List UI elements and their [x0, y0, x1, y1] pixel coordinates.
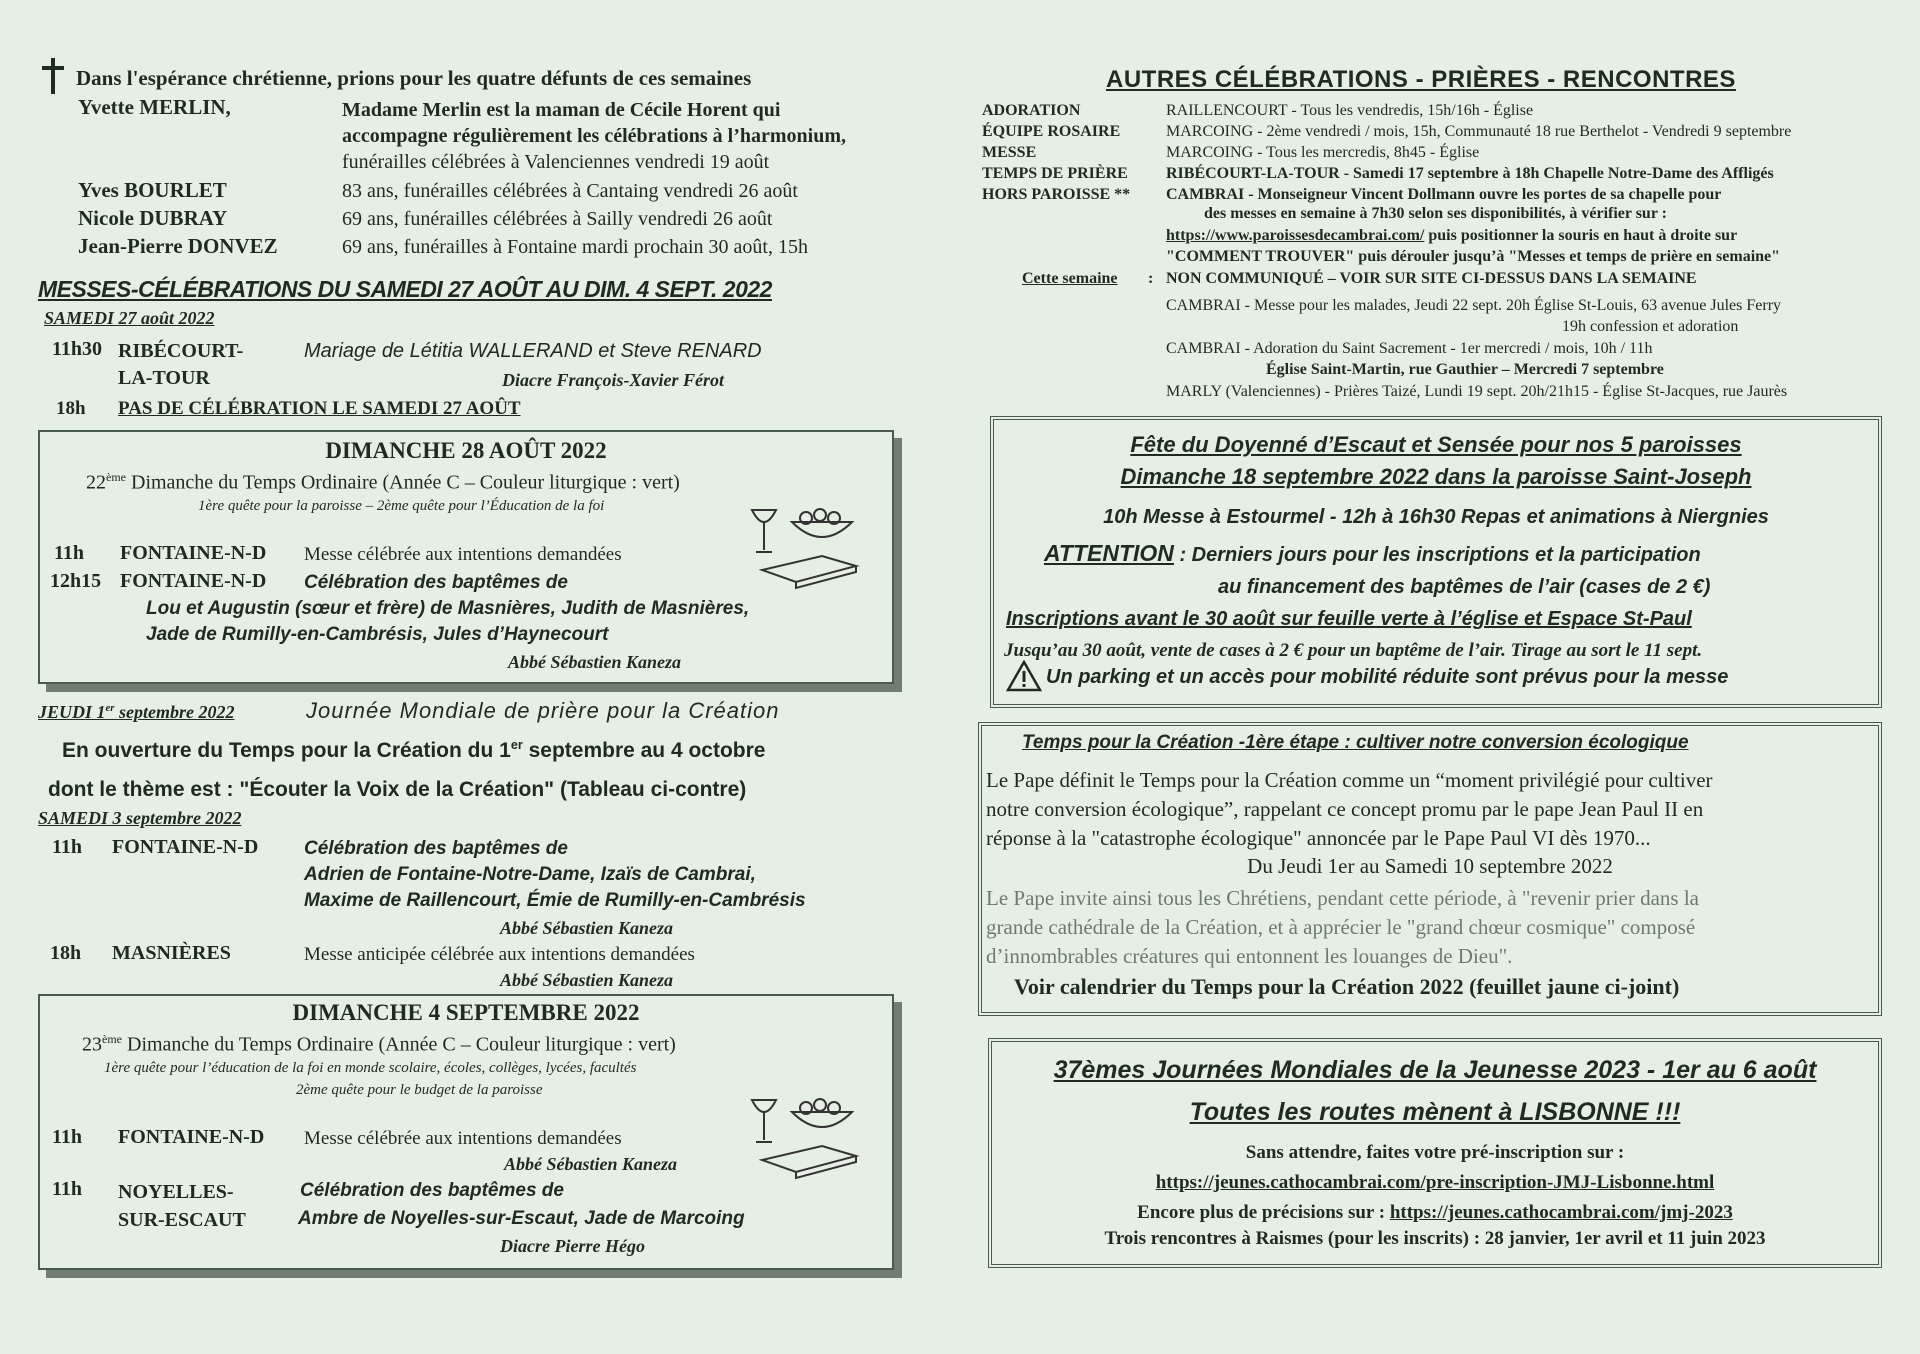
deceased-name: Nicole DUBRAY: [78, 206, 228, 230]
creation-para: [986, 766, 1713, 853]
deceased-details: 83 ans, funérailles célébrées à Cantaing vendredi 26 août: [342, 180, 798, 202]
week-event: CAMBRAI - Messe pour les malades, Jeudi 22 sept. 20h Église St-Louis, 63 avenue Jules Ferry: [1166, 297, 1782, 314]
category-text: MARCOING - 2ème vendredi / mois, 15h, Communauté 18 rue Berthelot - Vendredi 9 septembre: [1166, 123, 1792, 140]
category-label: TEMPS DE PRIÈRE: [982, 165, 1128, 182]
category-label: ÉQUIPE ROSAIRE: [982, 123, 1121, 140]
quete-line: 2ème quête pour le budget de la paroisse: [296, 1082, 543, 1098]
opening-text: septembre au 4 octobre: [522, 739, 766, 762]
deceased-name: Yves BOURLET: [78, 178, 227, 202]
event: Messe anticipée célébrée aux intentions demandées: [304, 944, 695, 965]
time: 11h30: [52, 338, 103, 360]
event: Messe célébrée aux intentions demandées: [304, 1128, 622, 1149]
event: Messe célébrée aux intentions demandées: [304, 544, 622, 565]
creation-calendar: Voir calendrier du Temps pour la Création 2022 (feuillet jaune ci-joint): [1014, 974, 1680, 999]
week-event-line: Église Saint-Martin, rue Gauthier – Mercredi 7 septembre: [1266, 361, 1664, 378]
sub-sup: ème: [102, 1032, 122, 1046]
event: Célébration des baptêmes de: [300, 1180, 564, 1201]
fete-program: 10h Messe à Estourmel - 12h à 16h30 Repas et animations à Niergnies: [1103, 506, 1769, 528]
creation-line: Le Pape définit le Temps pour la Création comme un “moment privilégié pour cultiver: [986, 768, 1713, 792]
category-label: MESSE: [982, 144, 1037, 161]
jmj-subtitle: Toutes les routes mènent à LISBONNE !!!: [1189, 1098, 1681, 1126]
sub-text: Dimanche du Temps Ordinaire (Année C – Couleur liturgique : vert): [126, 471, 680, 494]
deceased-header: Dans l'espérance chrétienne, prions pour les quatre défunts de ces semaines: [76, 66, 752, 90]
cross-icon: [40, 56, 66, 96]
place-line: SUR-ESCAUT: [118, 1209, 246, 1231]
fete-line: Un parking et un accès pour mobilité réduite sont prévus pour la messe: [1046, 666, 1729, 688]
week-event: MARLY (Valenciennes) - Prières Taizé, Lundi 19 sept. 20h/21h15 - Église St-Jacques, rue Jaurès: [1166, 383, 1788, 400]
place: FONTAINE-N-D: [112, 836, 259, 858]
category-labels: [982, 100, 1130, 205]
jmj-2023-link[interactable]: https://jeunes.cathocambrai.com/jmj-2023: [1389, 1202, 1733, 1223]
event: Mariage de Létitia WALLERAND et Steve RENARD: [304, 340, 762, 362]
date-heading: SAMEDI 3 septembre 2022: [38, 808, 242, 828]
time: 12h15: [50, 570, 102, 592]
creation-line: réponse à la "catastrophe écologique" annoncée par le Pape Paul VI dès 1970...: [986, 826, 1651, 850]
event: PAS DE CÉLÉBRATION LE SAMEDI 27 AOÛT: [118, 398, 521, 419]
creation-theme: dont le thème est : "Écouter la Voix de la Création" (Tableau ci-contre): [48, 778, 747, 801]
box-title: DIMANCHE 4 SEPTEMBRE 2022: [292, 1000, 640, 1025]
warning-icon: [1006, 660, 1042, 692]
time: 11h: [52, 1178, 83, 1200]
creation-line: d’innombrables créatures qui entonnent les louanges de Dieu".: [986, 944, 1513, 968]
officiant: Abbé Sébastien Kaneza: [500, 918, 674, 938]
hors-paroisse-line: [1166, 227, 1737, 245]
sub-text: Dimanche du Temps Ordinaire (Année C – Couleur liturgique : vert): [122, 1033, 676, 1056]
fete-inscriptions: Inscriptions avant le 30 août sur feuille verte à l’église et Espace St-Paul: [1006, 608, 1692, 630]
date-sup: er: [105, 702, 115, 714]
officiant: Abbé Sébastien Kaneza: [508, 652, 682, 672]
deceased-line: funérailles célébrées à Valenciennes vendredi 19 août: [342, 151, 770, 173]
event-line: Lou et Augustin (sœur et frère) de Masnières, Judith de Masnières,: [146, 598, 750, 619]
place-line: LA-TOUR: [118, 367, 210, 389]
attention-line: [1044, 540, 1701, 567]
attention-text: : Derniers jours pour les inscriptions et la participation: [1173, 544, 1701, 566]
time: 18h: [56, 398, 86, 419]
creation-title: Temps pour la Création -1ère étape : cultiver notre conversion écologique: [1022, 732, 1689, 753]
event-line: Maxime de Raillencourt, Émie de Rumilly-en-Cambrésis: [304, 890, 806, 911]
officiant: Diacre Pierre Hégo: [500, 1236, 645, 1256]
place: FONTAINE-N-D: [120, 570, 267, 592]
place: FONTAINE-N-D: [120, 542, 267, 564]
event: Célébration des baptêmes de: [304, 838, 568, 859]
category-text: MARCOING - Tous les mercredis, 8h45 - Église: [1166, 144, 1480, 161]
officiant: Abbé Sébastien Kaneza: [500, 970, 674, 990]
jmj-text: Encore plus de précisions sur :: [1137, 1202, 1390, 1223]
officiant: Abbé Sébastien Kaneza: [504, 1154, 678, 1174]
hp-text: puis positionner la souris en haut à droite sur: [1424, 227, 1738, 244]
date-text: septembre 2022: [114, 702, 235, 722]
hors-paroisse-line: des messes en semaine à 7h30 selon ses disponibilités, à vérifier sur :: [1204, 205, 1667, 222]
deceased-name: Jean-Pierre DONVEZ: [78, 234, 278, 258]
category-text: RAILLENCOURT - Tous les vendredis, 15h/16h - Église: [1166, 102, 1534, 119]
time: 11h: [52, 1126, 83, 1148]
chalice-bread-icon: [748, 500, 868, 590]
event: Célébration des baptêmes de: [304, 572, 568, 593]
place: [118, 338, 243, 392]
jmj-meetings: Trois rencontres à Raismes (pour les inscrits) : 28 janvier, 1er avril et 11 juin 2023: [1104, 1228, 1766, 1249]
creation-date: Du Jeudi 1er au Samedi 10 septembre 2022: [1247, 854, 1613, 878]
date-heading: SAMEDI 27 août 2022: [44, 308, 215, 328]
officiant: Diacre François-Xavier Férot: [502, 370, 724, 390]
deceased-details: 69 ans, funérailles à Fontaine mardi prochain 30 août, 15h: [342, 236, 808, 258]
time: 11h: [52, 836, 83, 858]
opening-sup: er: [510, 738, 523, 752]
creation-line: notre conversion écologique”, rappelant ce concept promu par le pape Jean Paul II en: [986, 797, 1704, 821]
creation-para: [986, 884, 1699, 971]
creation-opening: [62, 738, 766, 763]
jmj-preinscription-link[interactable]: https://jeunes.cathocambrai.com/pre-inscription-JMJ-Lisbonne.html: [1155, 1172, 1715, 1193]
sub-number: 23: [82, 1033, 102, 1056]
place-line: NOYELLES-: [118, 1181, 234, 1203]
attention-label: ATTENTION: [1044, 540, 1174, 566]
fete-title: Fête du Doyenné d’Escaut et Sensée pour nos 5 paroisses: [1130, 432, 1742, 457]
event-line: Adrien de Fontaine-Notre-Dame, Izaïs de Cambrai,: [304, 864, 756, 885]
category-text: RIBÉCOURT-LA-TOUR - Samedi 17 septembre à 18h Chapelle Notre-Dame des Affligés: [1166, 165, 1774, 182]
place: MASNIÈRES: [112, 942, 231, 964]
category-texts: [1166, 100, 1791, 205]
masses-title: MESSES-CÉLÉBRATIONS DU SAMEDI 27 AOÛT AU DIM. 4 SEPT. 2022: [38, 276, 772, 302]
deceased-name: Yvette MERLIN,: [78, 95, 231, 119]
sub-sup: ème: [106, 470, 126, 484]
place-line: RIBÉCOURT-: [118, 340, 244, 362]
deceased-details: 69 ans, funérailles célébrées à Sailly vendredi 26 août: [342, 208, 773, 230]
time: 11h: [54, 542, 85, 564]
category-text: CAMBRAI - Monseigneur Vincent Dollmann ouvre les portes de sa chapelle pour: [1166, 186, 1722, 203]
box-subtitle: [82, 1032, 676, 1057]
place: [118, 1178, 246, 1234]
jmj-line: Sans attendre, faites votre pré-inscription sur :: [1245, 1142, 1625, 1163]
category-label: HORS PAROISSE **: [982, 186, 1131, 203]
category-label: ADORATION: [982, 102, 1081, 119]
quete-line: 1ère quête pour la paroisse – 2ème quête pour l’Éducation de la foi: [198, 498, 605, 514]
week-colon: :: [1148, 270, 1154, 287]
week-event: CAMBRAI - Adoration du Saint Sacrement - 1er mercredi / mois, 10h / 11h: [1166, 340, 1653, 357]
place: FONTAINE-N-D: [118, 1126, 265, 1148]
box-subtitle: [86, 470, 680, 495]
event-line: Ambre de Noyelles-sur-Escaut, Jade de Marcoing: [298, 1208, 745, 1229]
fete-line: au financement des baptêmes de l’air (cases de 2 €): [1218, 576, 1711, 598]
quete-line: 1ère quête pour l’éducation de la foi en monde scolaire, écoles, collèges, lycées, facultés: [104, 1060, 637, 1076]
sub-number: 22: [86, 471, 106, 494]
jmj-details: [988, 1202, 1882, 1224]
week-event-line: 19h confession et adoration: [1562, 318, 1739, 335]
week-text: NON COMMUNIQUÉ – VOIR SUR SITE CI-DESSUS DANS LA SEMAINE: [1166, 270, 1697, 287]
deceased-line: Madame Merlin est la maman de Cécile Horent qui: [342, 99, 781, 121]
event-line: Jade de Rumilly-en-Cambrésis, Jules d’Haynecourt: [146, 624, 609, 645]
thursday-title: Journée Mondiale de prière pour la Création: [306, 698, 780, 723]
date-heading: [38, 702, 235, 723]
week-label: Cette semaine: [1022, 270, 1118, 287]
paroisses-link[interactable]: https://www.paroissesdecambrai.com/: [1166, 227, 1425, 244]
right-title: AUTRES CÉLÉBRATIONS - PRIÈRES - RENCONTRES: [1106, 66, 1736, 93]
opening-text: En ouverture du Temps pour la Création du 1: [62, 739, 511, 762]
fete-date: Dimanche 18 septembre 2022 dans la paroisse Saint-Joseph: [1120, 464, 1752, 489]
jmj-title: 37èmes Journées Mondiales de la Jeunesse 2023 - 1er au 6 août: [1053, 1056, 1817, 1084]
deceased-details: [342, 97, 846, 175]
chalice-bread-icon: [748, 1090, 868, 1180]
box-title: DIMANCHE 28 AOÛT 2022: [325, 438, 607, 463]
time: 18h: [50, 942, 82, 964]
date-text: JEUDI 1: [38, 702, 106, 722]
fete-line: Jusqu’au 30 août, vente de cases à 2 € pour un baptême de l’air. Tirage au sort le 11 sept.: [1004, 640, 1703, 661]
creation-line: Le Pape invite ainsi tous les Chrétiens, pendant cette période, à "revenir prier dans la: [986, 886, 1699, 910]
deceased-line: accompagne régulièrement les célébrations à l’harmonium,: [342, 125, 846, 147]
hors-paroisse-line: "COMMENT TROUVER" puis dérouler jusqu’à "Messes et temps de prière en semaine": [1166, 248, 1781, 265]
creation-line: grande cathédrale de la Création, et à apprécier le "grand chœur cosmique" composé: [986, 915, 1696, 939]
